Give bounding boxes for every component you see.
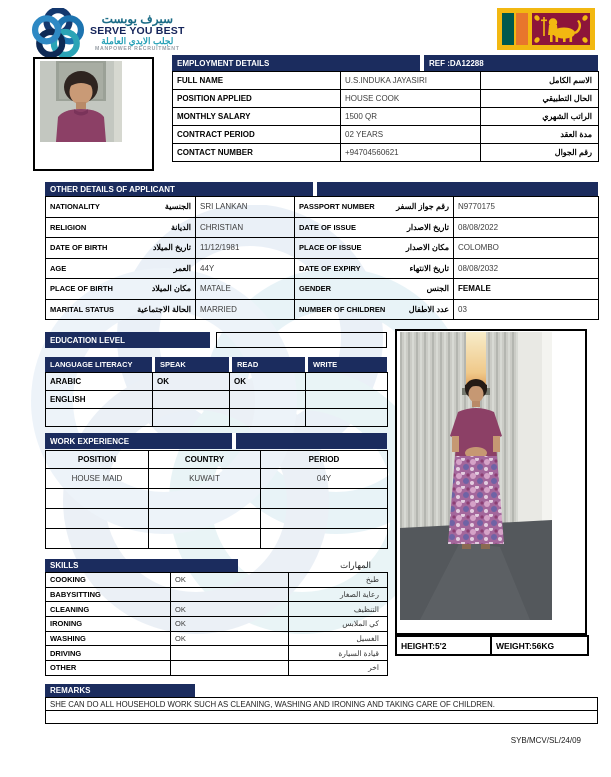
skill-label-arabic: طبخ [289,573,388,588]
education-level-title: EDUCATION LEVEL [45,332,210,348]
applicant-passport-photo [40,61,122,142]
table-row [46,661,388,676]
table-row [46,587,388,602]
table-row [46,509,388,529]
weight-value: WEIGHT:56KG [491,636,588,655]
label-ar: الجنس [426,284,449,294]
skill-label: OTHER [46,661,171,676]
field-label-arabic: الراتب الشهري [481,108,599,126]
column-header: SPEAK [155,357,229,372]
skill-label-arabic: الغسيل [289,631,388,646]
remarks-empty-row [46,711,598,724]
column-header: COUNTRY [149,451,261,469]
field-label-arabic: رقم الجوال [481,144,599,162]
table-row [46,299,599,320]
speak-value: OK [153,373,230,391]
education-level-value [216,332,387,348]
table-row [46,258,599,279]
skill-label-arabic: اخر [289,661,388,676]
field-value: 1500 QR [341,108,481,126]
label-en: DATE OF ISSUE [299,222,356,232]
field-value: 03 [454,299,599,320]
employment-details-table [172,71,599,162]
skill-label-arabic: التنظيف [289,602,388,617]
column-header: PERIOD [261,451,388,469]
field-value: COLOMBO [454,238,599,259]
label-en: NATIONALITY [50,202,100,212]
agency-logo [30,8,185,58]
label-en: PLACE OF ISSUE [299,243,362,253]
table-row [46,602,388,617]
write-value [306,409,388,427]
field-label [46,279,196,300]
field-value: N9770175 [454,197,599,218]
height-value: HEIGHT:5'2 [396,636,491,655]
field-value: CHRISTIAN [196,217,295,238]
field-value: 44Y [196,258,295,279]
field-label: CONTACT NUMBER [173,144,341,162]
speak-value [153,409,230,427]
label-en: RELIGION [50,222,87,232]
label-en: AGE [50,263,67,273]
skill-value [171,661,289,676]
skill-value [171,646,289,661]
employment-details-title: EMPLOYMENT DETAILS [172,55,420,71]
table-row [173,144,599,162]
field-label: FULL NAME [173,72,341,90]
column-header: LANGUAGE LITERACY [45,357,152,372]
table-row [173,90,599,108]
table-row [396,636,588,655]
period-value [261,489,388,509]
position-value [46,489,149,509]
table-row [46,711,598,724]
table-row [46,489,388,509]
field-value: U.S.INDUKA JAYASIRI [341,72,481,90]
country-value [149,509,261,529]
skill-label: IRONING [46,617,171,632]
position-value: HOUSE MAID [46,469,149,489]
label-ar: الحالة الاجتماعية [137,304,191,314]
label-en: PASSPORT NUMBER [299,202,375,212]
field-value: HOUSE COOK [341,90,481,108]
language-literacy-table [45,372,388,427]
table-row [46,238,599,259]
field-label-arabic: الاسم الكامل [481,72,599,90]
label-ar: تاريخ الاصدار [406,222,449,232]
applicant-passport-photo-frame [33,57,154,171]
skill-label: CLEANING [46,602,171,617]
other-details-table [45,196,599,320]
applicant-full-body-photo-frame [395,329,587,635]
field-value: 11/12/1981 [196,238,295,259]
field-value: 08/08/2022 [454,217,599,238]
table-row [46,197,599,218]
logo-name: SERVE YOU BEST [90,25,185,38]
table-row [46,217,599,238]
table-row [173,108,599,126]
table-row [173,126,599,144]
field-label-arabic: مدة العقد [481,126,599,144]
language-name: ENGLISH [46,391,153,409]
label-ar: مكان الميلاد [151,284,191,294]
skill-value: OK [171,573,289,588]
period-value: 04Y [261,469,388,489]
language-name: ARABIC [46,373,153,391]
skill-label: COOKING [46,573,171,588]
label-en: DATE OF EXPIRY [299,263,361,273]
field-value: MATALE [196,279,295,300]
remarks-text: SHE CAN DO ALL HOUSEHOLD WORK SUCH AS CLEANING, WASHING AND IRONING AND TAKING CARE OF CHILDREN. [46,698,598,711]
skill-value: OK [171,617,289,632]
label-en: MARITAL STATUS [50,304,115,314]
read-value [230,409,306,427]
label-ar: الديانة [170,222,191,232]
table-row [46,409,388,427]
write-value [306,391,388,409]
skill-value: OK [171,631,289,646]
language-literacy-header [45,357,387,372]
other-details-title: OTHER DETAILS OF APPLICANT [45,182,313,196]
field-label [46,197,196,218]
skill-label: BABYSITTING [46,587,171,602]
sri-lanka-flag [497,8,595,50]
write-value [306,373,388,391]
field-value: MARRIED [196,299,295,320]
field-value: 08/08/2032 [454,258,599,279]
field-value: 02 YEARS [341,126,481,144]
table-row [46,373,388,391]
skill-label-arabic: رعاية الصغار [289,587,388,602]
field-label [295,258,454,279]
column-header: READ [232,357,305,372]
skill-label: WASHING [46,631,171,646]
body-stats-table [395,635,589,656]
label-ar: الجنسية [164,202,191,212]
column-header: POSITION [46,451,149,469]
table-row [46,631,388,646]
period-value [261,529,388,549]
field-label [295,279,454,300]
skill-value: OK [171,602,289,617]
field-label [46,217,196,238]
skill-label: DRIVING [46,646,171,661]
table-row [46,617,388,632]
label-ar: تاريخ الميلاد [152,243,191,253]
table-row [46,391,388,409]
field-label [46,299,196,320]
table-row [46,698,598,711]
education-level-section [45,332,387,348]
remarks-table [45,697,598,724]
field-label [295,197,454,218]
label-ar: عدد الاطفال [408,304,449,314]
skills-header [45,559,387,572]
read-value: OK [230,373,306,391]
position-value [46,509,149,529]
field-label: MONTHLY SALARY [173,108,341,126]
position-value [46,529,149,549]
skills-table [45,572,388,676]
field-label-arabic: الحال التطبيقي [481,90,599,108]
table-row [46,573,388,588]
table-row [46,529,388,549]
speak-value [153,391,230,409]
logo-arabic-subtitle: لجلب الايدي العاملة [101,36,174,47]
read-value [230,391,306,409]
label-en: PLACE OF BIRTH [50,284,113,294]
country-value [149,489,261,509]
skills-title-arabic: المهارات [340,560,371,570]
label-ar: العمر [173,263,191,273]
work-experience-header [45,433,387,449]
skill-value [171,587,289,602]
label-en: GENDER [299,284,332,294]
table-row [46,646,388,661]
field-value: FEMALE [454,279,599,300]
employment-ref-number: REF :DA12288 [424,55,598,71]
label-ar: رقم جواز السفر [396,202,449,212]
table-row [46,469,388,489]
column-header: WRITE [308,357,387,372]
period-value [261,509,388,529]
work-experience-table [45,450,388,549]
document-reference-code: SYB/MCV/SL/24/09 [510,736,581,745]
table-row [46,279,599,300]
field-value: SRI LANKAN [196,197,295,218]
field-label: POSITION APPLIED [173,90,341,108]
applicant-full-body-photo [400,332,552,620]
label-en: NUMBER OF CHILDREN [299,304,386,314]
other-details-header [45,182,598,196]
table-header-row [46,451,388,469]
label-ar: مكان الاصدار [405,243,449,253]
knot-rings-icon [30,8,86,58]
logo-tagline: MANPOWER RECRUITMENT [95,46,180,53]
skills-title: SKILLS [45,559,238,572]
country-value [149,529,261,549]
work-experience-title: WORK EXPERIENCE [45,433,232,449]
field-value: +94704560621 [341,144,481,162]
field-label [295,217,454,238]
label-ar: تاريخ الانتهاء [409,263,449,273]
field-label [295,238,454,259]
logo-arabic-name: سيرف يوبست [101,12,174,27]
skill-label-arabic: كي الملابس [289,617,388,632]
remarks-title: REMARKS [45,684,195,697]
field-label [46,258,196,279]
language-name [46,409,153,427]
field-label [46,238,196,259]
label-en: DATE OF BIRTH [50,243,108,253]
country-value: KUWAIT [149,469,261,489]
field-label: CONTRACT PERIOD [173,126,341,144]
table-row [173,72,599,90]
skill-label-arabic: قيادة السيارة [289,646,388,661]
employment-details-header [172,55,598,71]
field-label [295,299,454,320]
